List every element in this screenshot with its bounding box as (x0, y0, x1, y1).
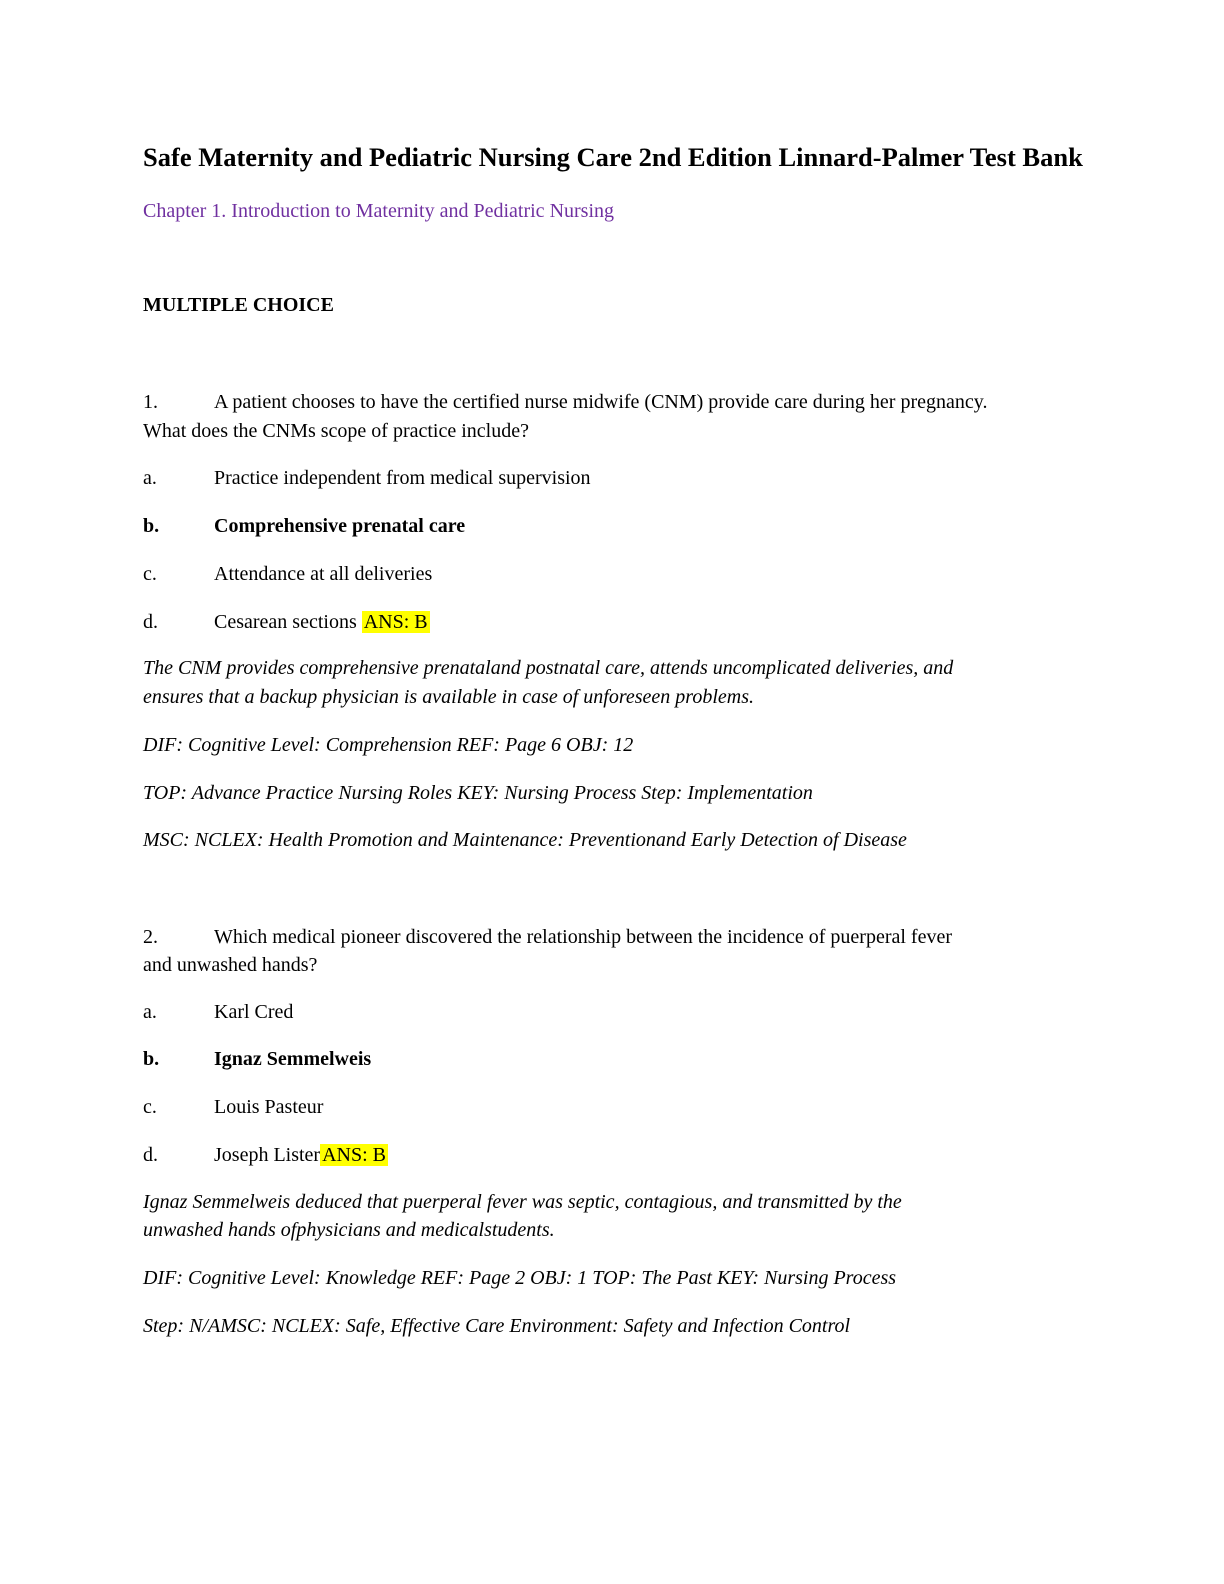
metadata-line: DIF: Cognitive Level: Comprehension REF: Page 6 OBJ: 12 (143, 734, 634, 756)
option-letter: c. (143, 1096, 157, 1118)
rationale-line-1: Ignaz Semmelweis deduced that puerperal fever was septic, contagious, and transmitted by the (143, 1191, 902, 1213)
metadata-line: MSC: NCLEX: Health Promotion and Maintenance: Preventionand Early Detection of Disease (143, 829, 907, 851)
option-text-correct: Comprehensive prenatal care (214, 515, 466, 537)
option-text-correct: Ignaz Semmelweis (214, 1048, 372, 1070)
option-letter: d. (143, 1144, 158, 1166)
option-text: Practice independent from medical supervision (214, 467, 591, 489)
option-letter: a. (143, 467, 157, 489)
option-text: Joseph Lister (214, 1144, 321, 1166)
rationale-line-2: unwashed hands ofphysicians and medicalstudents. (143, 1219, 555, 1241)
metadata-line: TOP: Advance Practice Nursing Roles KEY: Nursing Process Step: Implementation (143, 782, 813, 804)
option-letter: c. (143, 563, 157, 585)
document-title: Safe Maternity and Pediatric Nursing Care 2nd Edition Linnard-Palmer Test Bank (143, 142, 1083, 172)
answer-key-highlight: ANS: B (363, 611, 428, 633)
option-letter: d. (143, 611, 158, 633)
option-letter: a. (143, 1001, 157, 1023)
option-text-with-answer (214, 1144, 388, 1167)
option-text: Karl Cred (214, 1001, 294, 1023)
question-stem-line-2: and unwashed hands? (143, 954, 318, 976)
question-stem-line-1: A patient chooses to have the certified nurse midwife (CNM) provide care during her pregnancy. (214, 391, 988, 413)
metadata-line: Step: N/AMSC: NCLEX: Safe, Effective Care Environment: Safety and Infection Control (143, 1315, 851, 1337)
rationale-line-2: ensures that a backup physician is available in case of unforeseen problems. (143, 686, 755, 708)
rationale-line-1: The CNM provides comprehensive prenataland postnatal care, attends uncomplicated deliveries, and (143, 657, 954, 679)
option-text: Attendance at all deliveries (214, 563, 433, 585)
question-number: 1. (143, 391, 158, 413)
option-text: Louis Pasteur (214, 1096, 324, 1118)
question-stem-line-1: Which medical pioneer discovered the relationship between the incidence of puerperal fever (214, 926, 952, 948)
option-text-with-answer (214, 611, 430, 634)
question-stem-line-2: What does the CNMs scope of practice include? (143, 420, 529, 442)
option-letter-correct: b. (143, 1048, 160, 1070)
answer-key-highlight: ANS: B (322, 1144, 386, 1166)
section-heading: MULTIPLE CHOICE (143, 294, 334, 316)
chapter-heading: Chapter 1. Introduction to Maternity and Pediatric Nursing (143, 200, 615, 222)
metadata-line: DIF: Cognitive Level: Knowledge REF: Page 2 OBJ: 1 TOP: The Past KEY: Nursing Process (143, 1267, 897, 1289)
question-number: 2. (143, 926, 158, 948)
option-letter-correct: b. (143, 515, 160, 537)
option-text: Cesarean sections (214, 611, 357, 633)
